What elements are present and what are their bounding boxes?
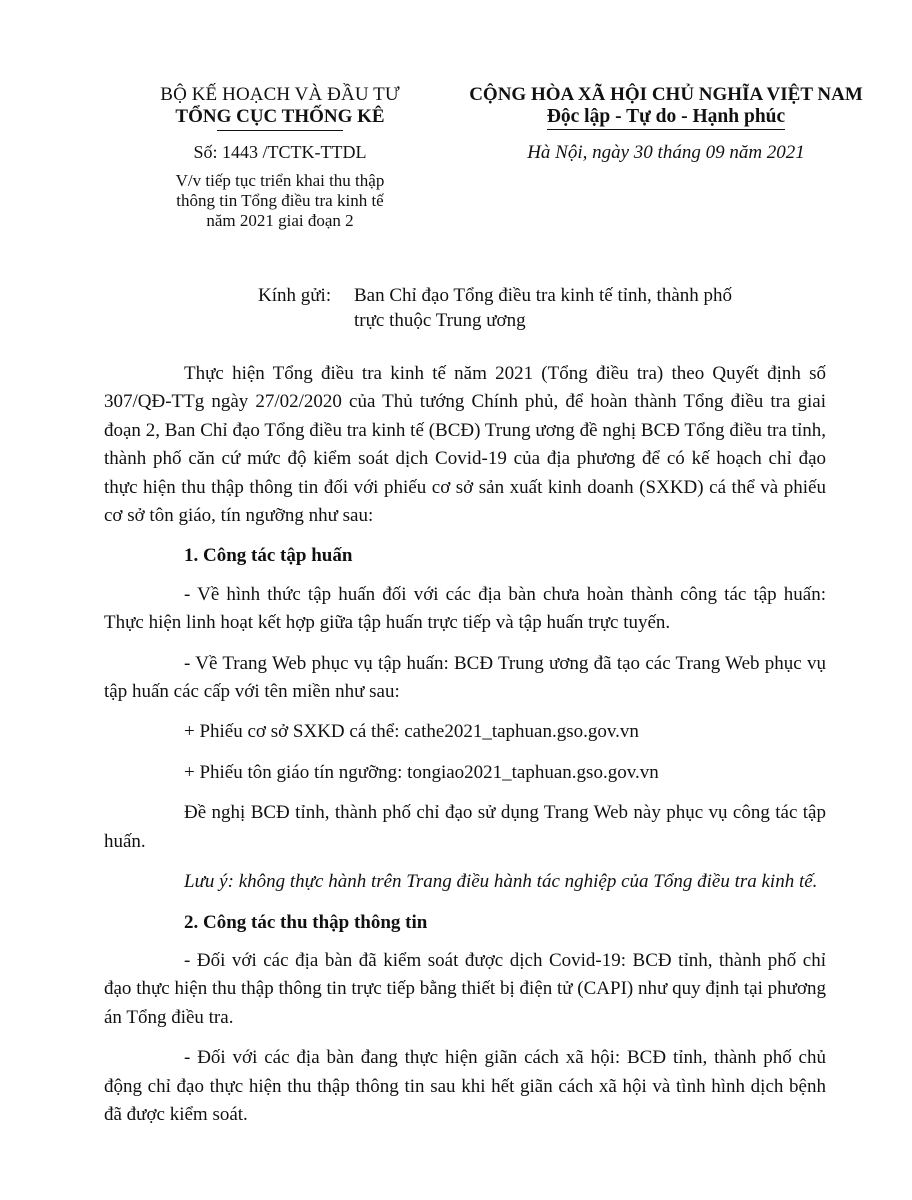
recipient-value <box>354 283 818 333</box>
national-header <box>448 84 884 164</box>
paragraph: - Đối với các địa bàn đã kiểm soát được dịch Covid-19: BCĐ tỉnh, thành phố chỉ đạo thực hiện thu thập thông tin trực tiếp bằng thiết bị điện tử (CAPI) như quy định tại phương án Tổng điều tra. <box>104 949 826 1028</box>
bullet-item: + Phiếu cơ sở SXKD cá thể: cathe2021_taphuan.gso.gov.vn <box>184 721 639 743</box>
bullet-item: + Phiếu tôn giáo tín ngưỡng: tongiao2021_taphuan.gso.gov.vn <box>184 761 659 783</box>
section-heading-training: 1. Công tác tập huấn <box>184 545 353 567</box>
paragraph: - Đối với các địa bàn đang thực hiện giãn cách xã hội: BCĐ tỉnh, thành phố chủ động chỉ đạo thực hiện thu thập thông tin sau khi hết giãn cách xã hội và tình hình dịch bệnh đã được kiểm soát. <box>104 1047 826 1125</box>
agency-underline <box>217 130 343 131</box>
paragraph: - Về hình thức tập huấn đối với các địa bàn chưa hoàn thành công tác tập huấn: Thực hiện linh hoạt kết hợp giữa tập huấn trực tiếp và tập huấn trực tuyến. <box>104 583 826 634</box>
ministry-name: BỘ KẾ HOẠCH VÀ ĐẦU TƯ <box>160 84 400 105</box>
section-heading-data-collection: 2. Công tác thu thập thông tin <box>184 911 428 933</box>
recipient-block <box>258 283 818 333</box>
subject-line: thông tin Tổng điều tra kinh tế <box>176 191 384 210</box>
note-paragraph: Lưu ý: không thực hành trên Trang điều hành tác nghiệp của Tổng điều tra kinh tế. <box>184 871 818 893</box>
subject-line: V/v tiếp tục triển khai thu thập <box>175 171 385 190</box>
recipient-label: Kính gửi: <box>258 285 332 306</box>
paragraph: Đề nghị BCĐ tỉnh, thành phố chỉ đạo sử dụng Trang Web này phục vụ công tác tập huấn. <box>104 802 826 852</box>
republic-title: CỘNG HÒA XÃ HỘI CHỦ NGHĨA VIỆT NAM <box>469 84 863 105</box>
document-body <box>104 360 826 1141</box>
subject-line: năm 2021 giai đoạn 2 <box>206 211 354 230</box>
document-number: Số: 1443 /TCTK-TTDL <box>193 142 367 162</box>
issuer-block <box>130 84 430 231</box>
national-motto: Độc lập - Tự do - Hạnh phúc <box>547 106 785 130</box>
recipient-line: trực thuộc Trung ương <box>354 310 526 331</box>
place-date: Hà Nội, ngày 30 tháng 09 năm 2021 <box>527 142 805 163</box>
recipient-line: Ban Chỉ đạo Tổng điều tra kinh tế tỉnh, thành phố <box>354 285 733 306</box>
agency-name: TỔNG CỤC THỐNG KÊ <box>175 106 385 127</box>
paragraph: - Về Trang Web phục vụ tập huấn: BCĐ Trung ương đã tạo các Trang Web phục vụ tập huấn các cấp với tên miền như sau: <box>104 652 826 703</box>
intro-paragraph: Thực hiện Tổng điều tra kinh tế năm 2021 (Tổng điều tra) theo Quyết định số 307/QĐ-TTg ngày 27/02/2020 của Thủ tướng Chính phủ, để hoàn thành Tổng điều tra giai đoạn 2, Ban Chỉ đạo Tổng điều tra kinh tế (BCĐ) Trung ương đề nghị BCĐ Tổng điều tra tỉnh, thành phố căn cứ mức độ kiểm soát dịch Covid-19 của địa phương để có kế hoạch chỉ đạo thực hiện thu thập thông tin đối với phiếu cơ sở sản xuất kinh doanh (SXKD) cá thể và phiếu cơ sở tôn giáo, tín ngưỡng như sau: <box>104 363 826 527</box>
document-subject <box>130 171 430 231</box>
